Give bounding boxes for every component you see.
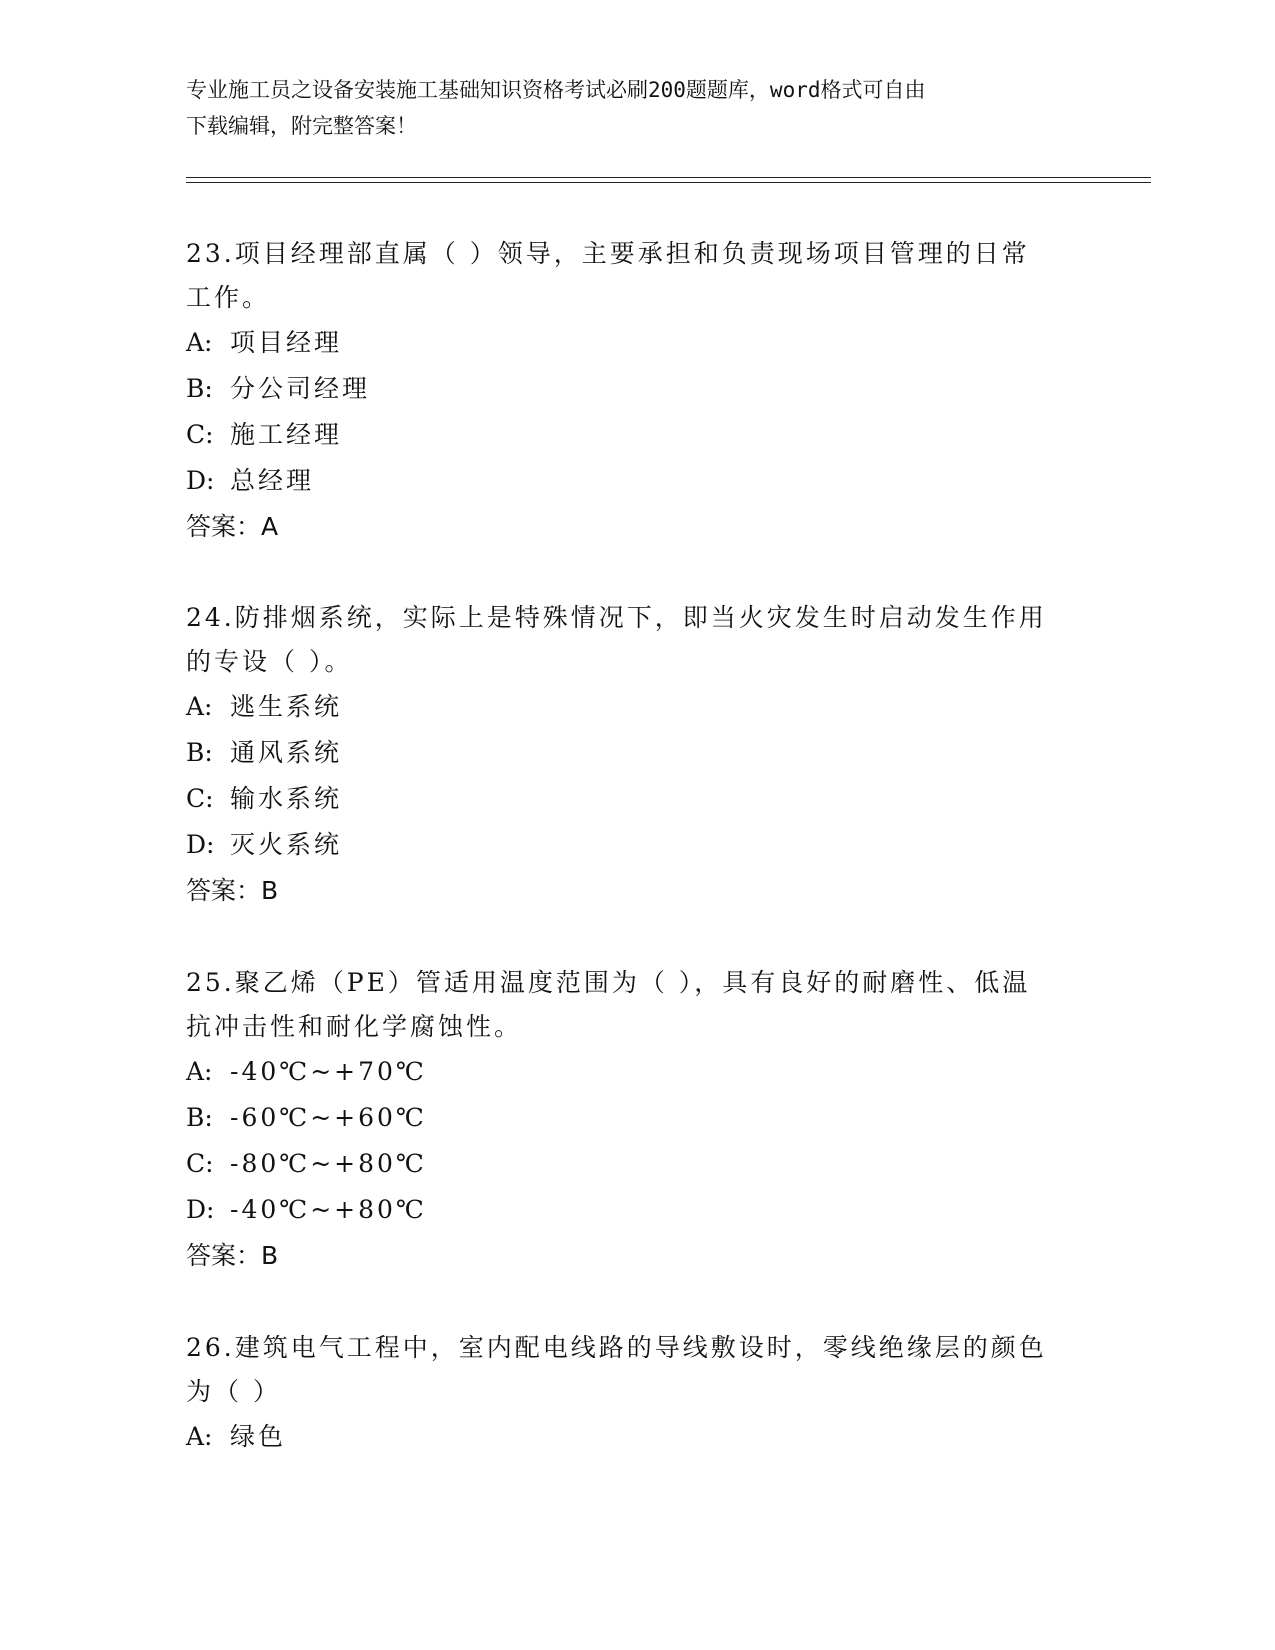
option-letter: B: xyxy=(186,374,213,403)
option-letter: A: xyxy=(186,1057,213,1086)
option-letter: C: xyxy=(186,1149,214,1178)
option-a xyxy=(186,1414,1086,1460)
option-letter: C: xyxy=(186,784,214,813)
option-b xyxy=(186,730,1086,776)
header-line-1: 专业施工员之设备安装施工基础知识资格考试必刷200题题库，word格式可自由 xyxy=(186,78,926,102)
option-letter: B: xyxy=(186,738,213,767)
option-d xyxy=(186,822,1086,868)
document-header xyxy=(186,72,1086,144)
option-b xyxy=(186,366,1086,412)
question-stem-line-1: 24.防排烟系统，实际上是特殊情况下，即当火灾发生时启动发生作用 xyxy=(186,603,1047,632)
option-a xyxy=(186,684,1086,730)
option-text: 输水系统 xyxy=(230,784,343,813)
option-text: 分公司经理 xyxy=(230,374,371,403)
question-stem xyxy=(186,596,1086,684)
option-d xyxy=(186,458,1086,504)
header-divider-bottom xyxy=(186,182,1151,183)
option-b xyxy=(186,1095,1086,1141)
option-letter: A: xyxy=(186,692,213,721)
option-letter: A: xyxy=(186,1422,213,1451)
option-letter: B: xyxy=(186,1103,213,1132)
option-text: 施工经理 xyxy=(230,420,343,449)
question-stem-line-2: 为（ ） xyxy=(186,1377,281,1406)
option-text: 项目经理 xyxy=(230,328,343,357)
question-stem xyxy=(186,232,1086,320)
question-26 xyxy=(186,1326,1086,1460)
question-stem xyxy=(186,1326,1086,1414)
option-a xyxy=(186,320,1086,366)
question-stem-line-2: 抗冲击性和耐化学腐蚀性。 xyxy=(186,1012,523,1041)
header-line-2: 下载编辑，附完整答案！ xyxy=(186,114,417,138)
option-text: -40℃~+80℃ xyxy=(230,1195,427,1224)
option-a xyxy=(186,1049,1086,1095)
option-letter: D: xyxy=(186,830,215,859)
option-letter: D: xyxy=(186,1195,215,1224)
question-stem-line-1: 25.聚乙烯（PE）管适用温度范围为（ ），具有良好的耐磨性、低温 xyxy=(186,968,1031,997)
question-stem-line-1: 26.建筑电气工程中，室内配电线路的导线敷设时，零线绝缘层的颜色 xyxy=(186,1333,1047,1362)
question-25 xyxy=(186,961,1086,1279)
option-text: -60℃~+60℃ xyxy=(230,1103,427,1132)
question-stem-line-2: 工作。 xyxy=(186,283,271,312)
option-text: 总经理 xyxy=(230,466,315,495)
header-divider-top xyxy=(186,177,1151,178)
option-d xyxy=(186,1187,1086,1233)
question-stem-line-1: 23.项目经理部直属（ ）领导，主要承担和负责现场项目管理的日常 xyxy=(186,239,1030,268)
option-text: -40℃~+70℃ xyxy=(230,1057,427,1086)
option-text: 灭火系统 xyxy=(230,830,343,859)
question-stem xyxy=(186,961,1086,1049)
option-text: 逃生系统 xyxy=(230,692,343,721)
option-text: 绿色 xyxy=(230,1422,287,1451)
answer: 答案：A xyxy=(186,512,279,541)
option-c xyxy=(186,412,1086,458)
question-23 xyxy=(186,232,1086,550)
option-text: 通风系统 xyxy=(230,738,343,767)
question-24 xyxy=(186,596,1086,914)
option-letter: A: xyxy=(186,328,213,357)
answer: 答案：B xyxy=(186,1241,279,1270)
option-c xyxy=(186,1141,1086,1187)
option-letter: C: xyxy=(186,420,214,449)
question-stem-line-2: 的专设（ ）。 xyxy=(186,647,353,676)
option-c xyxy=(186,776,1086,822)
answer: 答案：B xyxy=(186,876,279,905)
option-letter: D: xyxy=(186,466,215,495)
option-text: -80℃~+80℃ xyxy=(230,1149,427,1178)
